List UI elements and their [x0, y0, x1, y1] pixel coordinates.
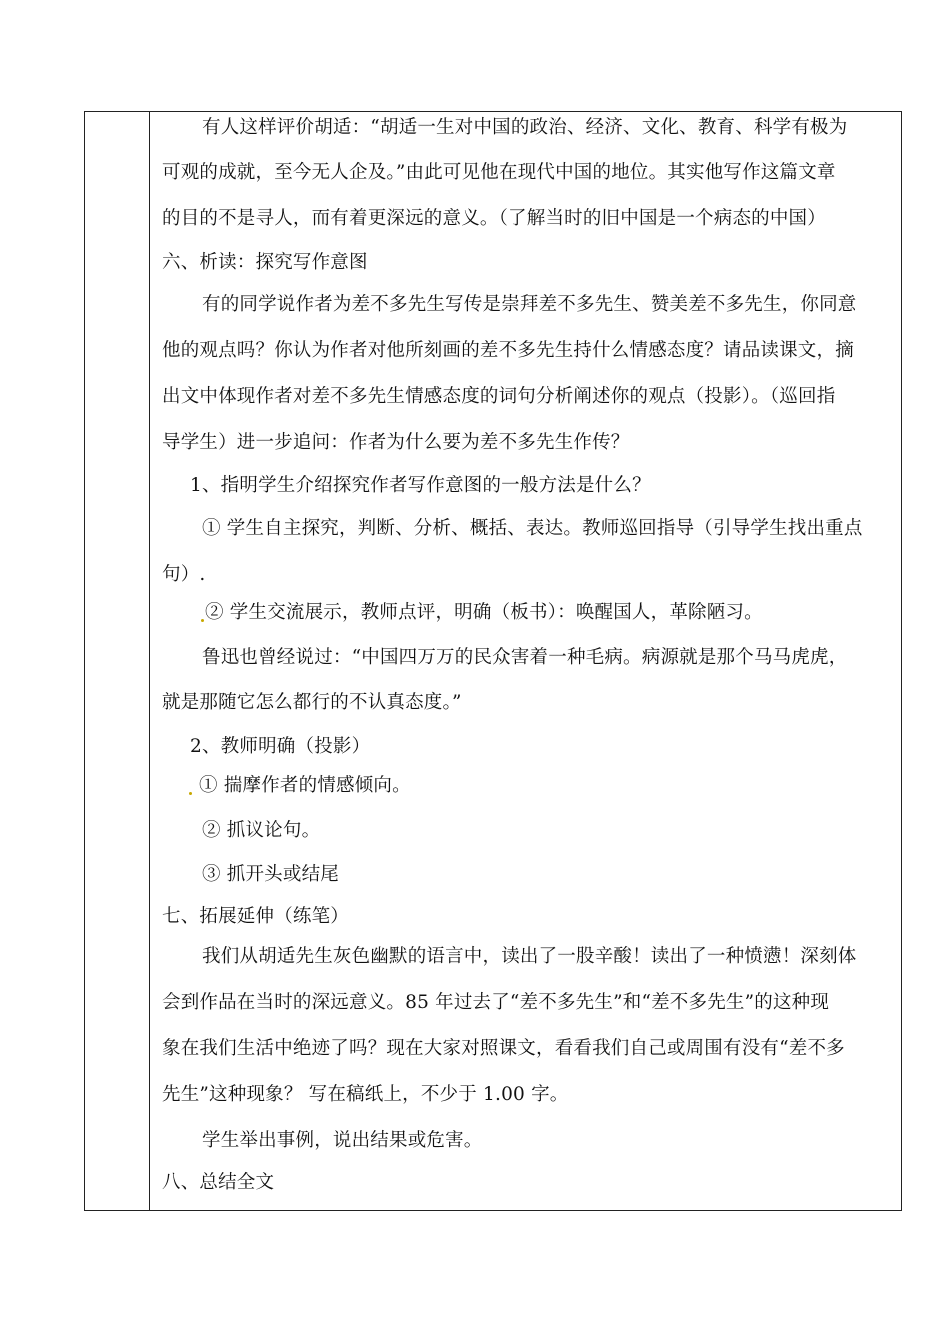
section-heading-8: 八、总结全文: [162, 1172, 275, 1193]
table-left-column: [85, 112, 150, 1210]
paragraph-line: 鲁迅也曾经说过：“中国四万万的民众害着一种毛病。病源就是那个马马虎虎，: [202, 647, 848, 668]
paragraph-line: 有的同学说作者为差不多先生写传是崇拜差不多先生、赞美差不多先生，你同意: [202, 294, 857, 315]
paragraph-line: 会到作品在当时的深远意义。85 年过去了“差不多先生”和“差不多先生”的这种现: [162, 992, 830, 1013]
list-item-text: ① 揣摩作者的情感倾向。: [199, 775, 411, 796]
section-heading-7: 七、拓展延伸（练笔）: [162, 906, 350, 927]
paragraph-line: 他的观点吗？你认为作者对他所刻画的差不多先生持什么情感态度？请品读课文，摘: [162, 340, 854, 361]
paragraph-line: 我们从胡适先生灰色幽默的语言中，读出了一股辛酸！读出了一种愤懑！深刻体: [202, 946, 857, 967]
mark-dot: [201, 619, 204, 622]
document-table: [84, 111, 902, 1211]
paragraph-line: 有人这样评价胡适：“胡适一生对中国的政治、经济、文化、教育、科学有极为: [202, 117, 848, 138]
paragraph-line: 导学生）进一步追问：作者为什么要为差不多先生作传？: [162, 432, 630, 453]
list-item: 1、指明学生介绍探究作者写作意图的一般方法是什么？: [190, 475, 651, 496]
paragraph-line: 学生举出事例，说出结果或危害。: [202, 1130, 483, 1151]
list-item: ② 抓议论句。: [202, 820, 321, 841]
paragraph-line: 可观的成就，至今无人企及。”由此可见他在现代中国的地位。其实他写作这篇文章: [162, 162, 836, 183]
list-item: 2、教师明确（投影）: [190, 736, 371, 757]
paragraph-line: 就是那随它怎么都行的不认真态度。”: [162, 692, 462, 713]
paragraph-line: 出文中体现作者对差不多先生情感态度的词句分析阐述你的观点（投影）。（巡回指: [162, 386, 836, 407]
list-item: ③ 抓开头或结尾: [202, 864, 339, 885]
list-item-text: ② 学生交流展示，教师点评，明确（板书）：唤醒国人，革除陋习。: [205, 602, 763, 623]
paragraph-line: 的目的不是寻人，而有着更深远的意义。（了解当时的旧中国是一个病态的中国）: [162, 208, 826, 229]
paragraph-line: 象在我们生活中绝迹了吗？现在大家对照课文，看看我们自己或周围有没有“差不多: [162, 1038, 845, 1059]
paragraph-line: 句）.: [162, 564, 206, 585]
list-item: ① 学生自主探究，判断、分析、概括、表达。教师巡回指导（引导学生找出重点: [202, 518, 863, 539]
section-heading-6: 六、析读：探究写作意图: [162, 252, 368, 273]
paragraph-line: 先生”这种现象？ 写在稿纸上，不少于 1.00 字。: [162, 1084, 569, 1105]
list-item: [188, 775, 411, 797]
table-content-column: [150, 112, 901, 1210]
list-item: [200, 602, 763, 624]
mark-dot: [189, 792, 192, 795]
